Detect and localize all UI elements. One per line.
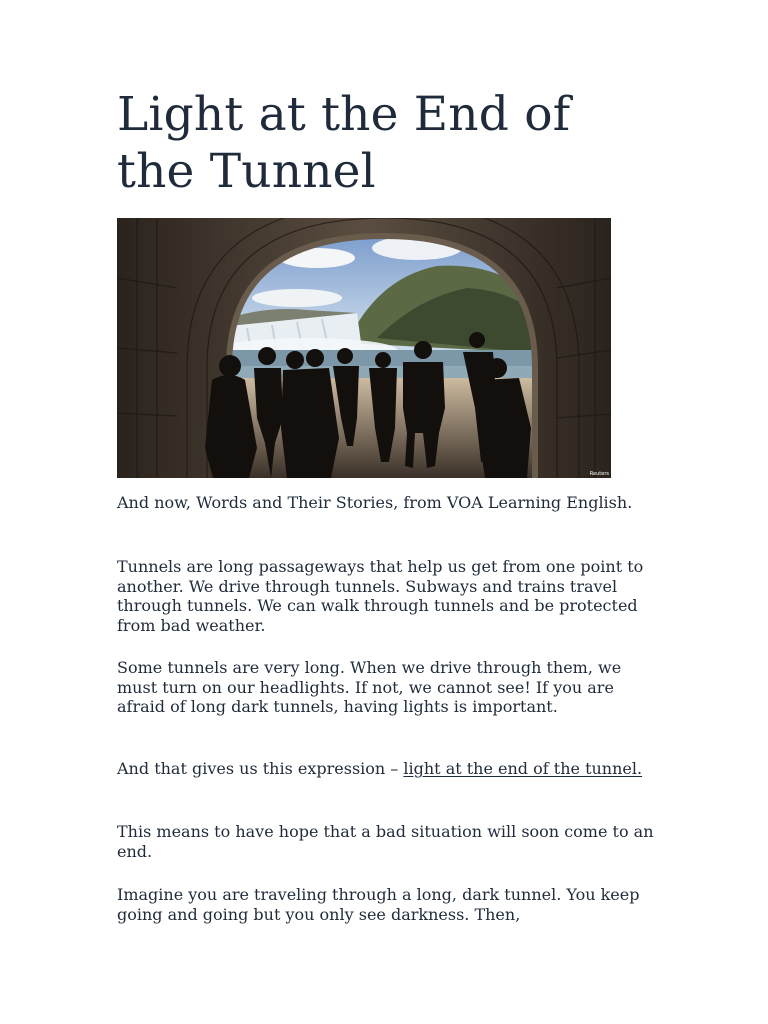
article-paragraph: Imagine you are traveling through a long, dark tunnel. You keep going and going but you only see darkness. Then, bbox=[117, 885, 640, 924]
article-paragraph: This means to have hope that a bad situation will soon come to an end. bbox=[117, 822, 654, 861]
expression-lead: And that gives us this expression – bbox=[117, 759, 404, 778]
article-paragraph: And now, Words and Their Stories, from VOA Learning English. bbox=[117, 493, 633, 512]
article-paragraph: Some tunnels are very long. When we drive through them, we must turn on our headlights. If not, we cannot see! If you are afraid of long dark tunnels, having lights is important. bbox=[117, 658, 622, 716]
article-paragraph: Tunnels are long passageways that help us get from one point to another. We drive through tunnels. Subways and trains travel through tunnels. We can walk through tunnels and be protected from bad weather. bbox=[117, 557, 644, 635]
tunnel-illustration bbox=[117, 218, 611, 478]
article-title: Light at the End of the Tunnel bbox=[117, 87, 571, 199]
expression-paragraph bbox=[117, 759, 657, 779]
article-photo bbox=[117, 218, 611, 478]
expression-link[interactable]: light at the end of the tunnel. bbox=[403, 759, 643, 778]
photo-credit: Reuters bbox=[589, 471, 609, 477]
